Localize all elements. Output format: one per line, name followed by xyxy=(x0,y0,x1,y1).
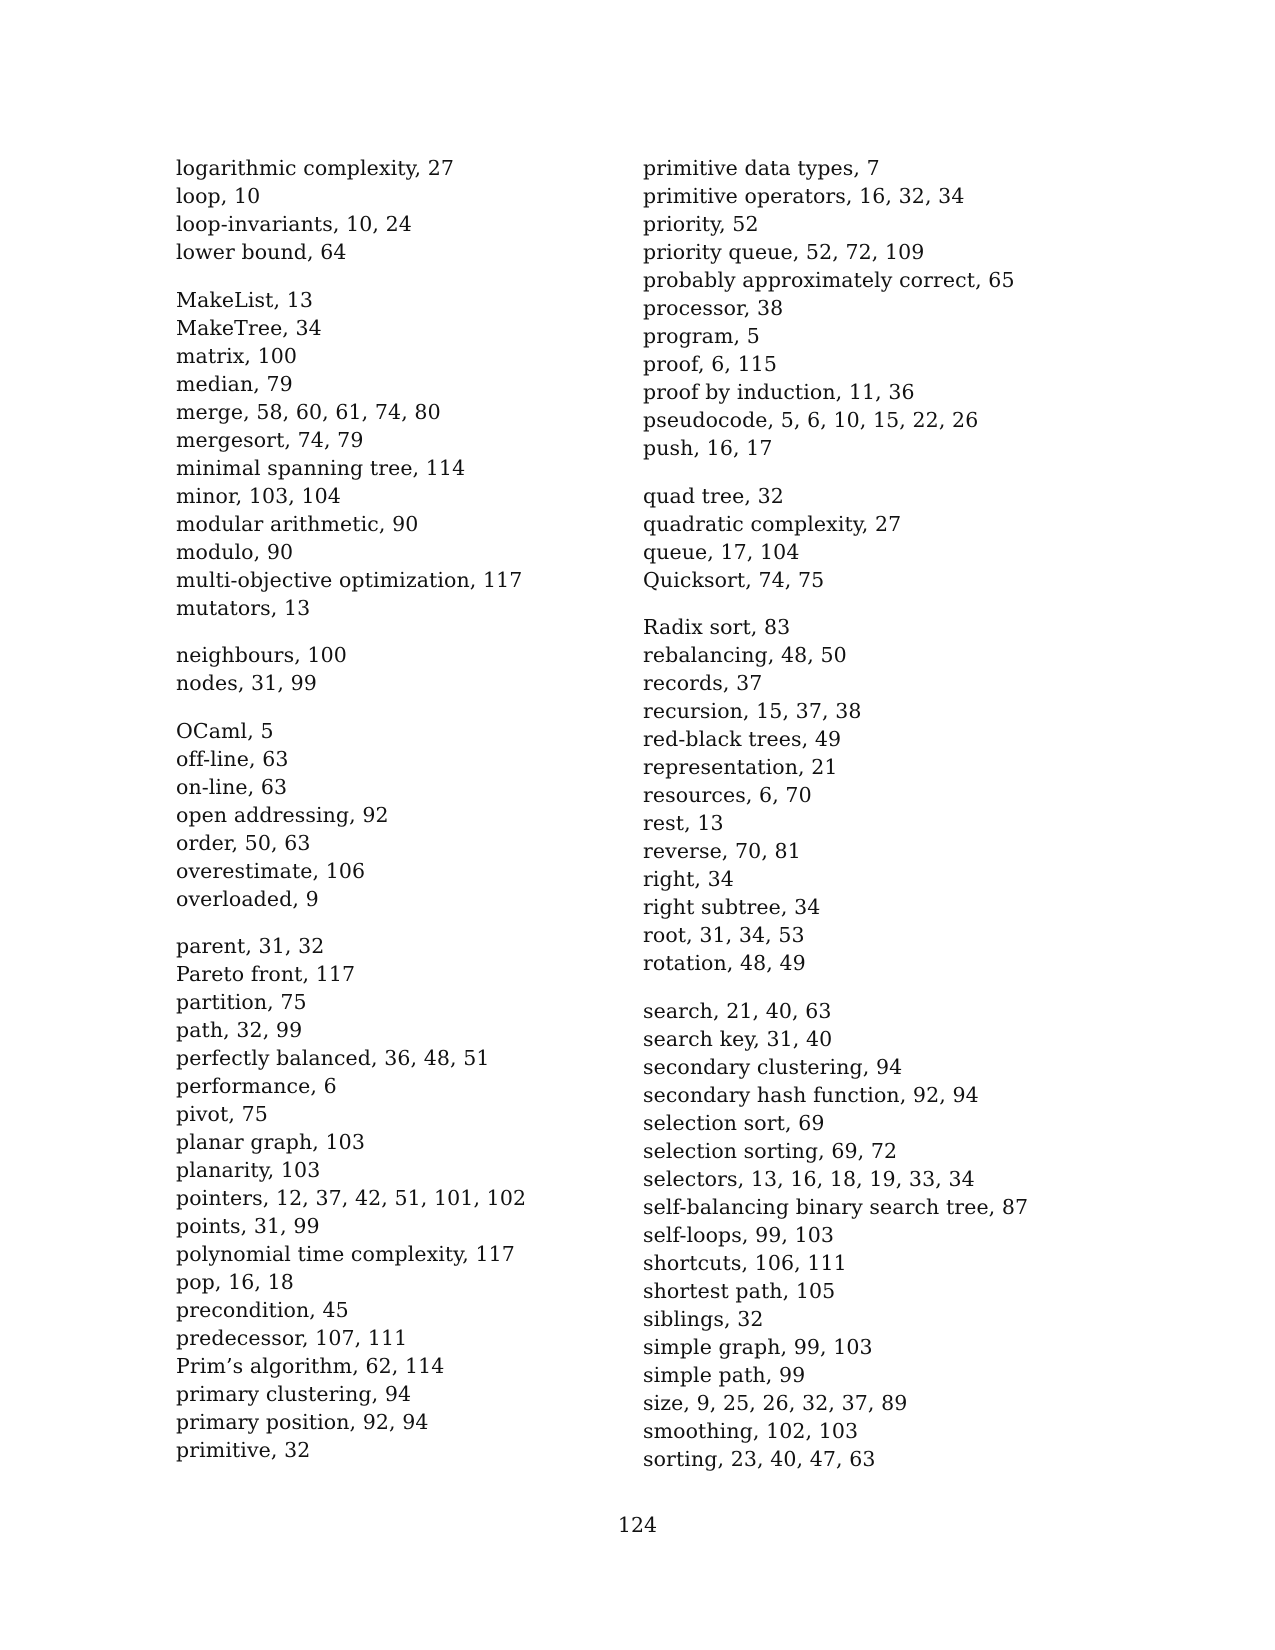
index-entry: Prim’s algorithm, 62, 114 xyxy=(176,1354,445,1378)
index-entry: primary clustering, 94 xyxy=(176,1382,412,1406)
index-letter-group xyxy=(176,154,616,266)
index-entry: primitive data types, 7 xyxy=(643,156,880,180)
index-entry: selectors, 13, 16, 18, 19, 33, 34 xyxy=(643,1166,975,1191)
index-entry: secondary hash function, 92, 94 xyxy=(643,1082,979,1107)
index-entry: Pareto front, 117 xyxy=(176,962,356,986)
index-entry: perfectly balanced, 36, 48, 51 xyxy=(176,1046,490,1070)
index-entry: merge, 58, 60, 61, 74, 80 xyxy=(176,399,441,424)
index-entry: proof by induction, 11, 36 xyxy=(643,380,915,404)
index-entry: open addressing, 92 xyxy=(176,802,389,827)
index-entry: probably approximately correct, 65 xyxy=(643,268,1015,292)
index-entry: minimal spanning tree, 114 xyxy=(176,455,466,480)
index-entry: predecessor, 107, 111 xyxy=(176,1326,408,1350)
index-entry: OCaml, 5 xyxy=(176,718,274,743)
index-entry: pointers, 12, 37, 42, 51, 101, 102 xyxy=(176,1186,527,1210)
index-entry: quad tree, 32 xyxy=(643,483,784,508)
index-entry: program, 5 xyxy=(643,324,760,348)
index-letter-group xyxy=(176,641,616,697)
index-entry: processor, 38 xyxy=(643,296,784,320)
index-entry: red-black trees, 49 xyxy=(643,727,842,751)
index-entry: selection sort, 69 xyxy=(643,1110,825,1135)
index-entry: partition, 75 xyxy=(176,990,307,1014)
index-entry: primitive operators, 16, 32, 34 xyxy=(643,184,965,208)
index-entry: priority queue, 52, 72, 109 xyxy=(643,240,925,264)
index-entry: multi-objective optimization, 117 xyxy=(176,567,523,592)
index-letter-group xyxy=(643,997,1103,1473)
index-entry: resources, 6, 70 xyxy=(643,783,812,807)
index-entry: logarithmic complexity, 27 xyxy=(176,156,455,180)
index-letter-group xyxy=(176,286,616,622)
index-entry: rotation, 48, 49 xyxy=(643,951,806,975)
index-entry: representation, 21 xyxy=(643,755,838,779)
index-entry: sorting, 23, 40, 47, 63 xyxy=(643,1446,876,1471)
index-entry: priority, 52 xyxy=(643,212,759,236)
index-entry: path, 32, 99 xyxy=(176,1018,303,1042)
index-entry: quadratic complexity, 27 xyxy=(643,511,902,536)
index-entry: modular arithmetic, 90 xyxy=(176,511,419,536)
index-entry: lower bound, 64 xyxy=(176,240,347,264)
index-entry: MakeTree, 34 xyxy=(176,315,322,340)
index-entry: mutators, 13 xyxy=(176,595,311,620)
index-letter-group xyxy=(643,154,1103,462)
index-entry: secondary clustering, 94 xyxy=(643,1054,903,1079)
index-entry: smoothing, 102, 103 xyxy=(643,1418,859,1443)
index-entry: records, 37 xyxy=(643,671,763,695)
index-entry: performance, 6 xyxy=(176,1074,337,1098)
index-entry: right subtree, 34 xyxy=(643,895,821,919)
index-entry: minor, 103, 104 xyxy=(176,483,341,508)
index-entry: search, 21, 40, 63 xyxy=(643,998,832,1023)
index-entry: self-balancing binary search tree, 87 xyxy=(643,1194,1029,1219)
index-entry: root, 31, 34, 53 xyxy=(643,923,805,947)
index-entry: pivot, 75 xyxy=(176,1102,268,1126)
index-entry: neighbours, 100 xyxy=(176,643,347,667)
index-entry: reverse, 70, 81 xyxy=(643,839,801,863)
index-entry: Radix sort, 83 xyxy=(643,615,791,639)
index-entry: self-loops, 99, 103 xyxy=(643,1222,835,1247)
index-entry: planar graph, 103 xyxy=(176,1130,365,1154)
index-entry: overloaded, 9 xyxy=(176,886,319,911)
index-letter-group xyxy=(643,613,1103,977)
index-entry: planarity, 103 xyxy=(176,1158,321,1182)
index-entry: matrix, 100 xyxy=(176,343,298,368)
index-entry: primitive, 32 xyxy=(176,1438,311,1462)
index-letter-group xyxy=(176,932,616,1464)
index-entry: mergesort, 74, 79 xyxy=(176,427,364,452)
index-entry: nodes, 31, 99 xyxy=(176,671,317,695)
index-entry: search key, 31, 40 xyxy=(643,1026,833,1051)
page-number: 124 xyxy=(617,1513,658,1537)
index-entry: modulo, 90 xyxy=(176,539,294,564)
index-entry: recursion, 15, 37, 38 xyxy=(643,699,862,723)
index-entry: on-line, 63 xyxy=(176,774,288,799)
index-entry: parent, 31, 32 xyxy=(176,934,325,958)
index-entry: queue, 17, 104 xyxy=(643,539,800,564)
index-entry: median, 79 xyxy=(176,371,293,396)
index-entry: size, 9, 25, 26, 32, 37, 89 xyxy=(643,1390,908,1415)
index-entry: points, 31, 99 xyxy=(176,1214,320,1238)
index-entry: shortcuts, 106, 111 xyxy=(643,1250,847,1275)
index-entry: loop-invariants, 10, 24 xyxy=(176,212,412,236)
index-left-column xyxy=(176,154,616,1464)
index-entry: simple graph, 99, 103 xyxy=(643,1334,873,1359)
index-entry: polynomial time complexity, 117 xyxy=(176,1242,515,1266)
index-entry: loop, 10 xyxy=(176,184,261,208)
index-entry: push, 16, 17 xyxy=(643,436,773,460)
index-entry: siblings, 32 xyxy=(643,1306,764,1331)
index-entry: selection sorting, 69, 72 xyxy=(643,1138,898,1163)
index-entry: rest, 13 xyxy=(643,811,724,835)
index-entry: overestimate, 106 xyxy=(176,858,366,883)
index-entry: Quicksort, 74, 75 xyxy=(643,567,825,592)
index-entry: simple path, 99 xyxy=(643,1362,806,1387)
index-entry: shortest path, 105 xyxy=(643,1278,836,1303)
index-entry: order, 50, 63 xyxy=(176,830,311,855)
index-entry: off-line, 63 xyxy=(176,746,289,771)
index-entry: primary position, 92, 94 xyxy=(176,1410,429,1434)
index-right-column xyxy=(643,154,1103,1473)
index-entry: right, 34 xyxy=(643,867,734,891)
index-letter-group xyxy=(176,717,616,913)
index-letter-group xyxy=(643,482,1103,594)
index-entry: pop, 16, 18 xyxy=(176,1270,294,1294)
index-entry: MakeList, 13 xyxy=(176,287,314,312)
index-entry: pseudocode, 5, 6, 10, 15, 22, 26 xyxy=(643,408,979,432)
index-entry: rebalancing, 48, 50 xyxy=(643,643,847,667)
index-entry: precondition, 45 xyxy=(176,1298,349,1322)
index-entry: proof, 6, 115 xyxy=(643,352,777,376)
